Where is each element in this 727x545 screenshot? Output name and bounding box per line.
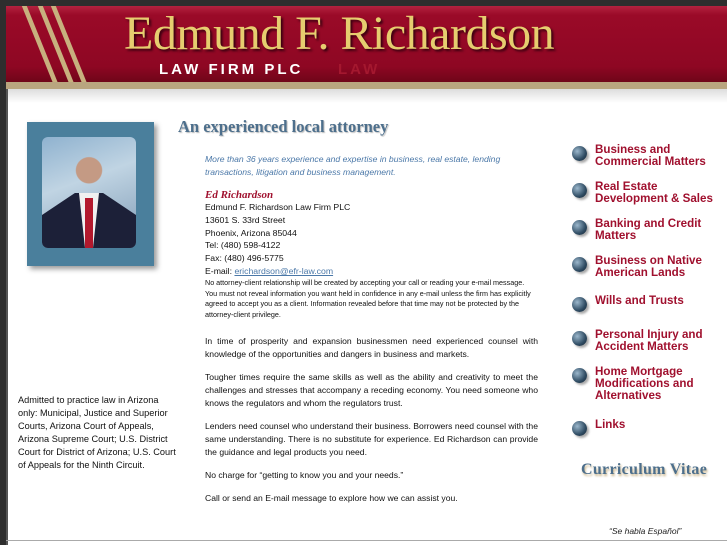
globe-bullet-icon xyxy=(572,297,587,312)
contact-fax: Fax: (480) 496-5775 xyxy=(205,253,284,264)
spanish-note: “Se habla Español” xyxy=(609,526,682,536)
intro-text: More than 36 years experience and expertise in business, real estate, lending transactions, litigation and business management. xyxy=(205,154,501,177)
attorney-photo xyxy=(42,137,136,248)
contact-street: 13601 S. 33rd Street xyxy=(205,214,286,225)
nav-personal-injury[interactable]: Personal Injury and Accident Matters xyxy=(572,329,703,353)
globe-bullet-icon xyxy=(572,183,587,198)
paragraph: In time of prosperity and expansion businessmen need experienced counsel with knowledge of the opportunities and dangers in business and markets. xyxy=(205,335,538,359)
banner-shadow xyxy=(6,89,727,103)
main-content xyxy=(205,153,538,505)
globe-bullet-icon xyxy=(572,220,587,235)
globe-bullet-icon xyxy=(572,257,587,272)
contact-tel: Tel: (480) 598-4122 xyxy=(205,240,281,251)
nav-wills-trusts[interactable]: Wills and Trusts xyxy=(572,295,684,312)
globe-bullet-icon xyxy=(572,146,587,161)
site-banner xyxy=(6,6,727,82)
nav-real-estate[interactable]: Real Estate Development & Sales xyxy=(572,181,713,205)
banner-tan-strip xyxy=(6,82,727,89)
curriculum-vitae-link[interactable]: Curriculum Vitae xyxy=(581,461,708,478)
nav-native-lands[interactable]: Business on Native American Lands xyxy=(572,255,702,279)
disclaimer: No attorney-client relationship will be created by accepting your call or reading your e-mail message. You must not reveal information you want held in confidence in any e-mail unless the firm has explicitly agreed to accept you as a client. Information revealed before that time may not be protected by the attorney-client privilege. xyxy=(205,277,531,320)
logo-name: Edmund F. Richardson xyxy=(124,7,555,60)
nav-banking-credit[interactable]: Banking and Credit Matters xyxy=(572,218,701,242)
paragraph: No charge for “getting to know you and your needs.” xyxy=(205,469,404,480)
admission-text: Admitted to practice law in Arizona only: Municipal, Justice and Superior Courts, Arizona Court of Appeals, Arizona Supreme Court; U.S. District Court for District of Arizona; U.S. Court of Appeals for the Ninth Circuit. xyxy=(18,395,176,470)
logo-subtitle: LAW FIRM PLC xyxy=(159,61,304,78)
logo-ghost-text: LAW xyxy=(338,61,381,78)
paragraph: Call or send an E-mail message to explore how we can assist you. xyxy=(205,492,458,503)
globe-bullet-icon xyxy=(572,331,587,346)
paragraph: Lenders need counsel who understand their business. Borrowers need counsel with the same understanding. There is no substitute for experience. Ed Richardson can provide the guidance and legal products you need. xyxy=(205,420,538,457)
left-divider xyxy=(6,89,8,545)
nav-links[interactable]: Links xyxy=(572,419,625,436)
globe-bullet-icon xyxy=(572,421,587,436)
paragraph: Tougher times require the same skills as well as the ability and creativity to meet the challenges and stresses that accompany a receding economy. You need someone who knows the regulators and whom the regulators trust. xyxy=(205,371,538,408)
page xyxy=(6,6,727,545)
contact-name: Ed Richardson xyxy=(205,189,274,201)
email-label: E-mail: xyxy=(205,265,235,276)
photo-frame xyxy=(27,122,154,266)
page-headline: An experienced local attorney xyxy=(178,117,389,136)
nav-business-commercial[interactable]: Business and Commercial Matters xyxy=(572,144,706,168)
footer-divider xyxy=(6,540,727,541)
email-link[interactable]: erichardson@efr-law.com xyxy=(234,265,334,276)
globe-bullet-icon xyxy=(572,368,587,383)
contact-city: Phoenix, Arizona 85044 xyxy=(205,227,297,238)
nav-home-mortgage[interactable]: Home Mortgage Modifications and Alternatives xyxy=(572,366,694,402)
contact-firm: Edmund F. Richardson Law Firm PLC xyxy=(205,202,351,212)
